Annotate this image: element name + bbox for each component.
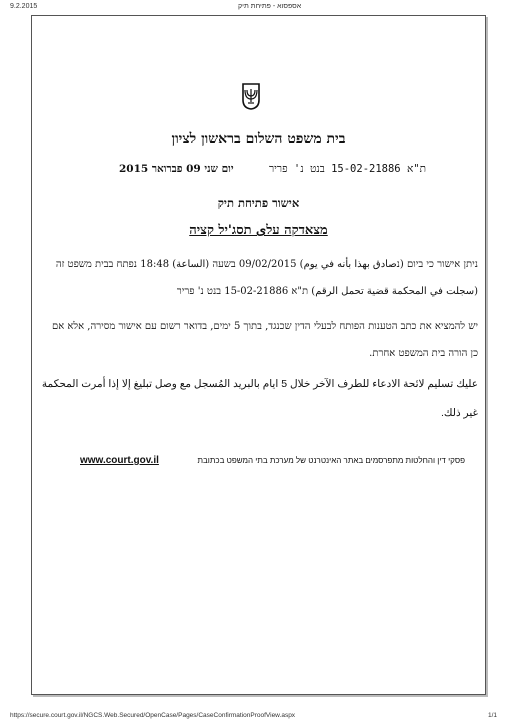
browser-header-date: 9.2.2015: [10, 3, 38, 10]
body-line: יש להמציא את כתב הטענות הפותח לבעלי הדין שכנגד, בתוך 5 ימים, בדואר רשום עם אישור מסירה, אלא אם: [51, 321, 478, 332]
browser-footer-url: https://secure.court.gov.il/NGCS.Web.Secured/OpenCase/Pages/CaseConfirmationProofView.aspx: [10, 712, 296, 719]
case-number: ת"א 15-02-21886 בנט נ' פריר: [269, 163, 426, 175]
state-emblem-icon: [241, 82, 261, 110]
court-name: בית משפט השלום בראשון לציון: [171, 131, 346, 147]
footer-note: פסקי דין והחלטות מתפרסמים באתר האינטרנט של מערכת בתי המשפט בכתובת: [197, 456, 465, 465]
document-heading: אישור פתיחת תיק: [217, 196, 300, 210]
page-counter: 1/1: [488, 712, 498, 719]
body-line: عليك تسليم لائحة الادعاء للطرف الآخر خلال 5 ايام بالبريد المُسجل مع وصل تبليغ إلا إذا أمرت المحكمة: [41, 378, 478, 390]
browser-header-title: אספסוא - פתיחת תיק: [238, 3, 302, 10]
body-line: غير ذلك.: [440, 407, 478, 419]
body-line: (سجلت في المحكمة قضية تحمل الرقم) ת"א 15-02-21886 בנט נ' פריר: [176, 286, 478, 297]
case-date: יום שני 09 פברואר 2015: [119, 163, 234, 175]
body-line: כן הורה בית המשפט אחרת.: [369, 348, 478, 359]
body-line: ניתן אישור כי ביום (נصادق بهذا بأنه في يوم) 09/02/2015 בשעה (الساعة) 18:48 נפתח בבית משפט זה: [55, 259, 478, 270]
court-website-link[interactable]: www.court.gov.il: [80, 455, 159, 466]
document-subheading: מצאדקה עלى תסג'יל קציה: [189, 223, 328, 238]
